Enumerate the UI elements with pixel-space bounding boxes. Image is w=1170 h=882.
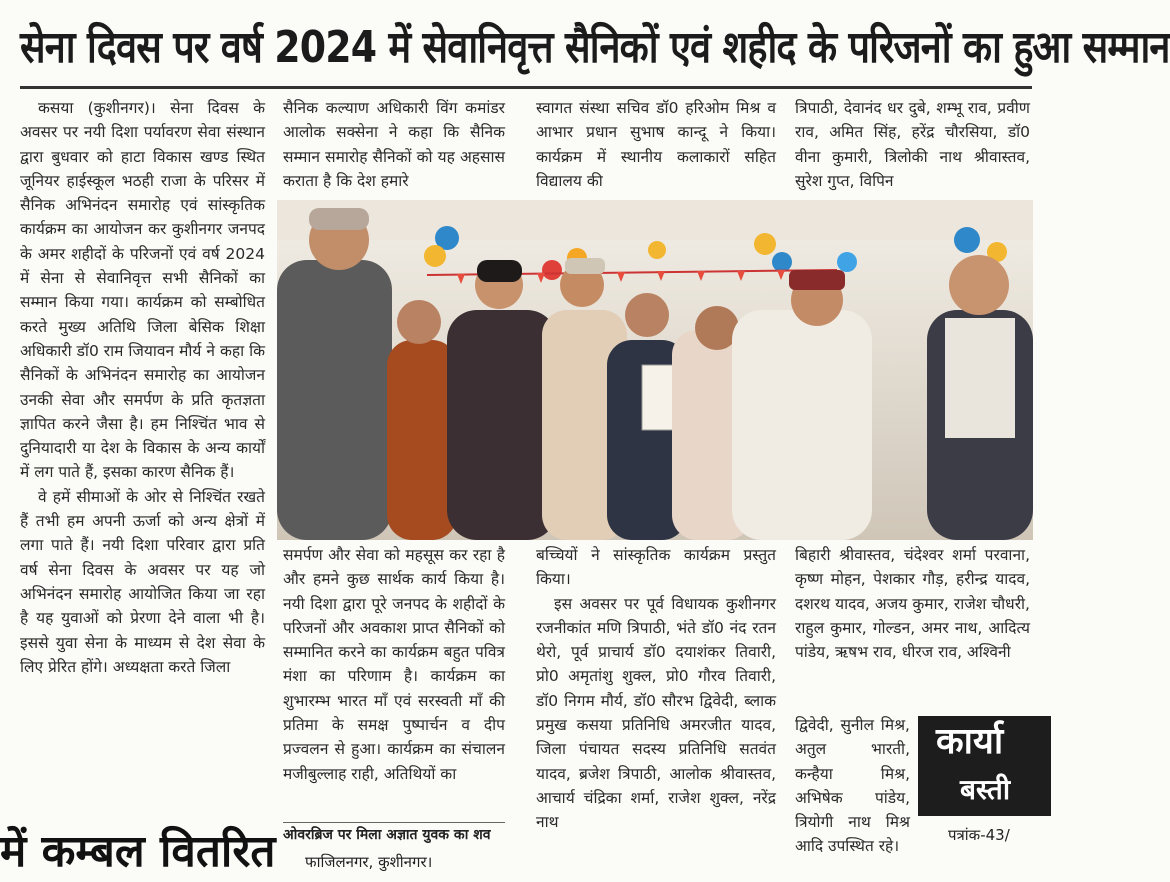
event-photo: [277, 200, 1033, 540]
office-box-line1: कार्या: [936, 721, 1004, 762]
photo-illustration: [277, 200, 1033, 540]
headline-rule: [20, 86, 1032, 89]
article-column-4-top: [795, 96, 1030, 196]
paragraph: बिहारी श्रीवास्तव, चंदेश्वर शर्मा परवाना, कृष्ण मोहन, पेशकार गौड़, हरीन्द्र यादव, दशरथ यादव, अजय कुमार, राजेश चौधरी, राहुल कुमार, गोल्डन, अमर नाथ, आदित्य पांडेय, ऋषभ राव, धीरज राव, अश्विनी: [795, 546, 1030, 662]
paragraph: बच्चियों ने सांस्कृतिक कार्यक्रम प्रस्तुत किया।: [536, 546, 776, 589]
article-column-4-bottom: [795, 543, 1030, 713]
article-column-2-bottom: [283, 543, 505, 818]
article-column-1: [20, 96, 265, 816]
article-column-3-bottom: [536, 543, 776, 873]
article-column-4-bottom-narrow: [795, 713, 910, 868]
paragraph: द्विवेदी, सुनील मिश्र, अतुल भारती, कन्हैया मिश्र, अभिषेक पांडेय, त्रियोगी नाथ मिश्र आदि उपस्थित रहे।: [795, 716, 910, 856]
patrank-label: पत्रांक-43/: [948, 826, 1010, 844]
dateline: फाजिलनगर, कुशीनगर।: [305, 853, 433, 871]
paragraph: इस अवसर पर पूर्व विधायक कुशीनगर रजनीकांत मणि त्रिपाठी, भंते डॉ0 नंद रतन थेरो, पूर्व प्राचार्य डॉ0 दयाशंकर तिवारी, प्रो0 अमृतांशु शुक्ल, प्रो0 गौरव तिवारी, डॉ0 निगम मौर्य, डॉ0 सौरभ द्विवेदी, ब्लाक प्रमुख कसया प्रतिनिधि अमरजीत यादव, जिला पंचायत सदस्य प्रतिनिधि सतवंत यादव, ब्रजेश त्रिपाठी, आलोक श्रीवास्तव, आचार्य चंद्रिका शर्मा, राजेश शुक्ल, नरेंद्र नाथ: [536, 594, 776, 832]
paragraph: समर्पण और सेवा को महसूस कर रहा है और हमने कुछ सार्थक कार्य किया है। नयी दिशा द्वारा पूरे जनपद के शहीदों के परिजनों और अवकाश प्राप्त सैनिकों को सम्मानित करने का कार्यक्रम बहुत पवित्र मंशा का परिणाम है। कार्यक्रम का शुभारम्भ भारत माँ एवं सरस्वती माँ की प्रतिमा के समक्ष पुष्पार्चन व दीप प्रज्वलन से हुआ। कार्यक्रम का संचालन मजीबुल्लाह राही, अतिथियों का: [283, 546, 505, 783]
sub-headline: ओवरब्रिज पर मिला अज्ञात युवक का शव: [283, 827, 491, 843]
paragraph: कसया (कुशीनगर)। सेना दिवस के अवसर पर नयी दिशा पर्यावरण सेवा संस्थान द्वारा बुधवार को हाटा विकास खण्ड स्थित जूनियर हाईस्कूल भठही राजा के परिसर में सैनिक अभिनंदन समारोह एवं सांस्कृतिक कार्यक्रम का आयोजन कर कुशीनगर जनपद के अमर शहीदों के परिजनों एवं वर्ष 2024 में सेना से सेवानिवृत्त सभी सैनिकों का सम्मान किया गया। कार्यक्रम को सम्बोधित करते मुख्य अतिथि जिला बेसिक शिक्षा अधिकारी डॉ0 राम जियावन मौर्य ने कहा कि सैनिकों के अभिनंदन समारोह का आयोजन उनकी सेवा और समर्पण के प्रति कृतज्ञता ज्ञापित करने जैसा है। हम निश्चिंत भाव से दुनियादारी या देश के विकास के अन्य कार्यों में लग पाते हैं, इसका कारण सैनिक हैं।: [20, 99, 265, 482]
paragraph: त्रिपाठी, देवानंद धर दुबे, शम्भू राव, प्रवीण राव, अमित सिंह, हरेंद्र चौरसिया, डॉ0 वीना कुमारी, त्रिलोकी नाथ श्रीवास्तव, सुरेश गुप्त, विपिन: [795, 99, 1030, 190]
article-column-3-top: [536, 96, 776, 196]
paragraph: वे हमें सीमाओं के ओर से निश्चिंत रखते हैं तभी हम अपनी ऊर्जा को अन्य क्षेत्रों में लगा पाते हैं। नयी दिशा परिवार द्वारा प्रति वर्ष सेना दिवस के अवसर पर यह जो अभिनंदन समारोह आयोजित किया जा रहा है यह युवाओं को प्रेरणा देने वाला भी है। इससे युवा सेना के माध्यम से देश सेवा के लिए प्रेरित होंगे। अध्यक्षता करते जिला: [20, 487, 265, 676]
office-box-line2: बस्ती: [960, 773, 1011, 806]
paragraph: सैनिक कल्याण अधिकारी विंग कमांडर आलोक सक्सेना ने कहा कि सैनिक सम्मान समारोह सैनिकों को यह अहसास कराता है कि देश हमारे: [283, 99, 505, 190]
paragraph: स्वागत संस्था सचिव डॉ0 हरिओम मिश्र व आभार प्रधान सुभाष कान्दू ने किया। कार्यक्रम में स्थानीय कलाकारों सहित विद्यालय की: [536, 99, 776, 190]
office-box: [918, 716, 1051, 816]
headline: सेना दिवस पर वर्ष 2024 में सेवानिवृत्त सैनिकों एवं शहीद के परिजनों का हुआ सम्मान: [20, 22, 1170, 73]
next-article-headline: में कम्बल वितरित: [0, 826, 276, 877]
article-column-2-top: [283, 96, 505, 196]
